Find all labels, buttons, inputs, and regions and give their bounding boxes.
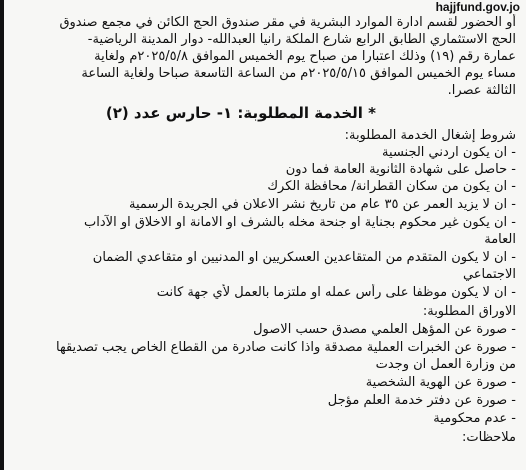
condition-item: - ان يكون اردني الجنسية <box>382 145 516 160</box>
paper-item: - صورة عن المؤهل العلمي مصدق حسب الاصول <box>253 322 516 337</box>
condition-item: - ان يكون من سكان القطرانة/ محافظة الكرك <box>267 179 516 194</box>
paper-item: - صورة عن الخبرات العملية مصدقة واذا كانت صادرة من القطاع الخاص يجب تصديقها <box>56 340 516 355</box>
intro-line-3: عمارة رقم (١٩) وذلك اعتبارا من صباح يوم الخميس الموافق ٢٠٢٥/٥/٨م ولغاية <box>94 49 516 64</box>
conditions-title: شروط إشغال الخدمة المطلوبة: <box>344 128 516 143</box>
condition-item: - ان لا يكون المتقدم من المتقاعدين العسكريين او المدنيين او متقاعدي الضمان <box>92 250 516 265</box>
condition-item-continuation: العامة <box>484 232 516 247</box>
condition-item: - ان لا يزيد العمر عن ٣٥ عام من تاريخ نشر الاعلان في الجريدة الرسمية <box>129 197 516 212</box>
intro-line-5: الثالثة عصرا. <box>447 83 516 98</box>
left-edge-bar <box>0 0 4 470</box>
intro-line-1: أو الحضور لقسم ادارة الموارد البشرية في مقر صندوق الحج الكائن في مجمع صندوق <box>59 15 516 30</box>
condition-item: - ان لا يكون موظفا على رأس عمله او ملتزما بالعمل لأي جهة كانت <box>156 285 516 300</box>
condition-item: - حاصل على شهادة الثانوية العامة فما دون <box>285 162 516 177</box>
notes-title: ملاحظات: <box>462 430 516 445</box>
paper-item-continuation: من وزارة العمل ان وجدت <box>375 357 516 372</box>
paper-item: - عدم محكومية <box>433 411 516 426</box>
cropped-next-line <box>0 462 526 470</box>
paper-item: - صورة عن الهوية الشخصية <box>365 375 516 390</box>
paper-item: - صورة عن دفتر خدمة العلم مؤجل <box>327 393 516 408</box>
condition-item-continuation: الاجتماعي <box>462 267 516 282</box>
intro-line-2: الحج الاستثماري الطابق الرابع شارع الملكة رانيا العبدالله- دوار المدينة الرياضية- <box>87 32 516 47</box>
website-url: hajjfund.gov.jo <box>435 0 520 14</box>
condition-item: - ان يكون غير محكوم بجناية او جنحة مخله بالشرف او الامانة او الاخلاق او الآداب <box>84 215 516 230</box>
intro-line-4: مساء يوم الخميس الموافق ٢٠٢٥/٥/١٥م من الساعة التاسعة صباحا ولغاية الساعة <box>81 66 516 81</box>
papers-title: الاوراق المطلوبة: <box>422 304 516 319</box>
service-heading: * الخدمة المطلوبة: ١- حارس عدد (٢) <box>105 104 376 122</box>
